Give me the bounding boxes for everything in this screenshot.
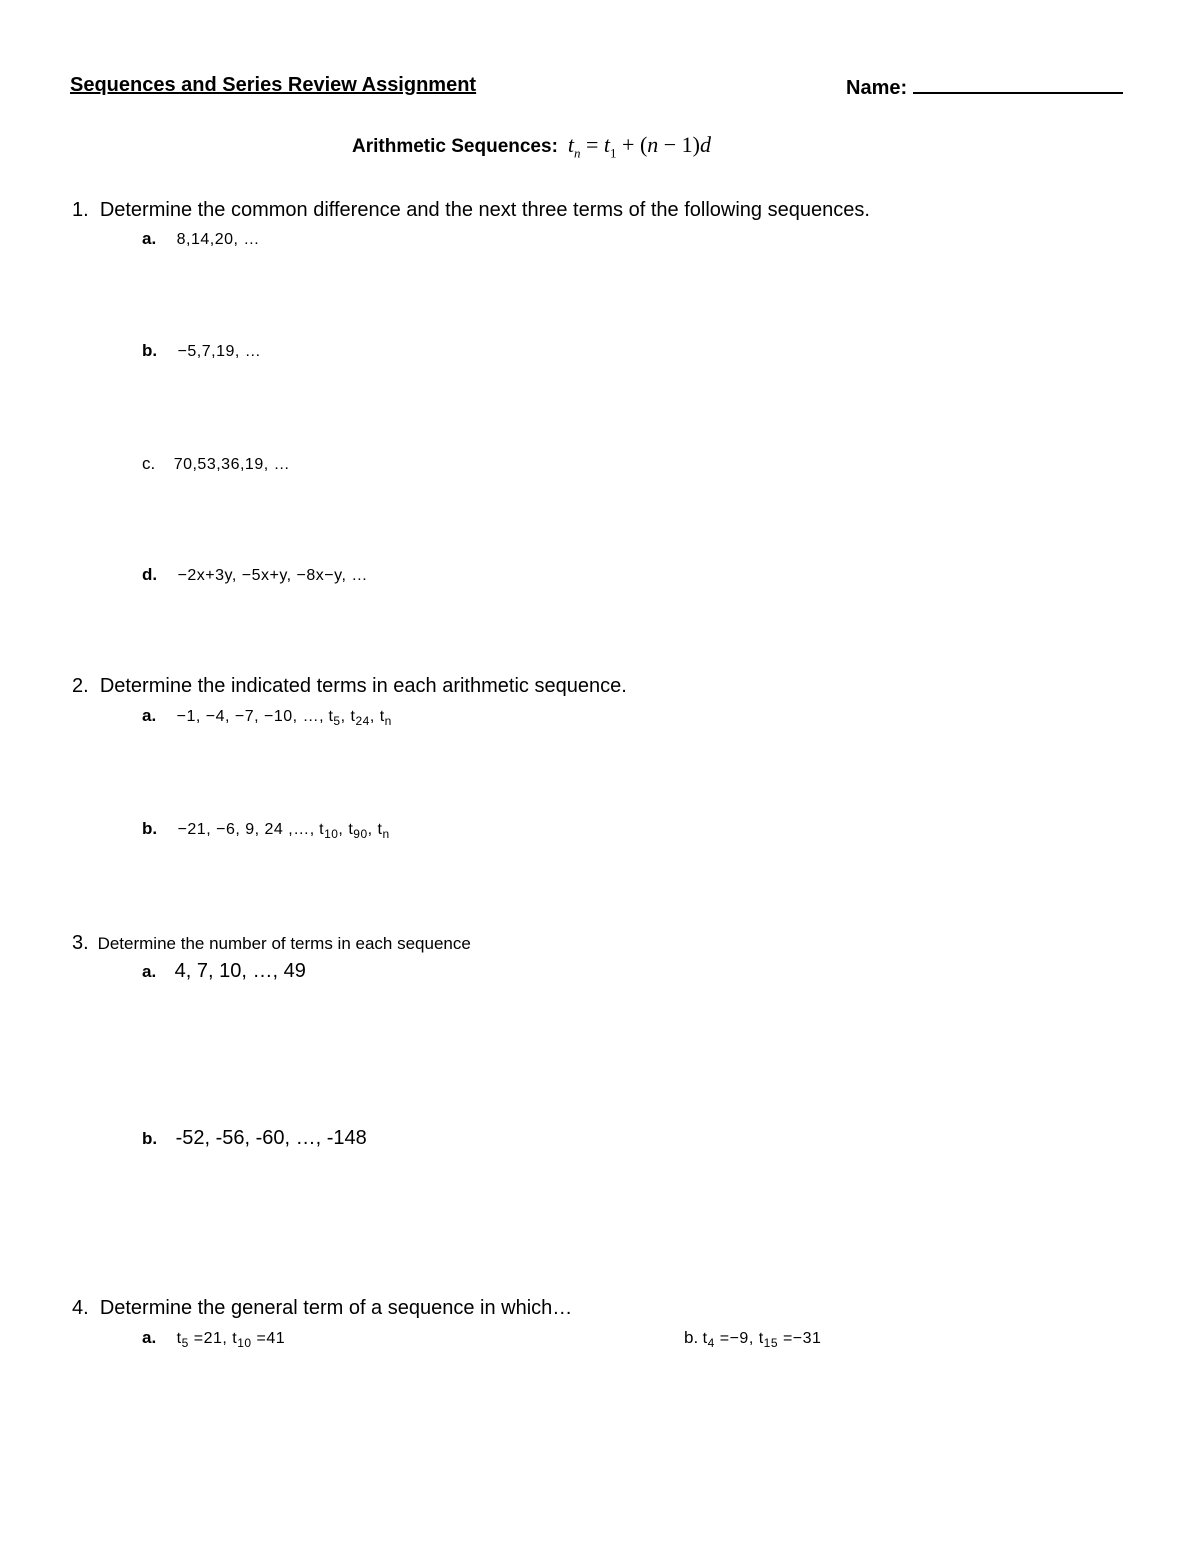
arithmetic-formula — [352, 132, 711, 161]
question-number: 1. — [72, 199, 89, 221]
sequence: 8,14,20, … — [176, 231, 260, 248]
name-blank-line — [913, 74, 1123, 94]
question-text: Determine the indicated terms in each arithmetic sequence. — [99, 675, 627, 697]
page-title: Sequences and Series Review Assignment — [70, 74, 477, 96]
formula-expression: $t_n = t_1 + (n - 1)d$ — [567, 132, 711, 161]
question-2a — [142, 706, 392, 728]
part-letter: d. — [142, 565, 158, 584]
sequence: −2x+3y, −5x+y, −8x−y, … — [177, 567, 368, 584]
question-2 — [72, 675, 627, 698]
question-1b — [142, 341, 261, 361]
given-terms: $t_5 =21$, $t_{10} =41$ — [176, 1330, 286, 1351]
name-label: Name: — [846, 77, 908, 99]
part-letter: b. — [684, 1328, 699, 1347]
indicated-terms: $t_{10}$, $t_{90}$, $t_n$ — [319, 821, 390, 842]
indicated-terms: $t_5$, $t_{24}$, $t_n$ — [328, 708, 392, 729]
sequence: −21, −6, 9, 24 ,…, — [177, 821, 315, 838]
sequence: −5,7,19, … — [177, 343, 262, 360]
question-4a — [142, 1328, 285, 1350]
sequence: −1, −4, −7, −10, …, — [176, 708, 325, 725]
question-4b — [684, 1328, 821, 1350]
question-3b — [142, 1127, 367, 1150]
question-number: 2. — [72, 675, 89, 697]
name-field — [846, 74, 1123, 100]
part-letter: b. — [142, 819, 158, 838]
given-terms: $t_4 =-9$, $t_{15} =-31$ — [702, 1330, 822, 1351]
question-3a — [142, 960, 306, 983]
question-3 — [72, 932, 471, 955]
question-1a — [142, 229, 260, 249]
part-letter: a. — [142, 706, 157, 725]
question-1d — [142, 565, 368, 585]
part-letter: a. — [142, 962, 157, 981]
question-2b — [142, 819, 390, 841]
part-letter: b. — [142, 1129, 158, 1148]
part-letter: b. — [142, 341, 158, 360]
question-number: 3. — [72, 932, 89, 954]
formula-label: Arithmetic Sequences: — [352, 136, 558, 157]
question-4 — [72, 1297, 572, 1320]
sequence: 4, 7, 10, …, 49 — [174, 960, 306, 982]
sequence: 70,53,36,19, … — [173, 456, 291, 473]
part-letter: a. — [142, 229, 157, 248]
question-number: 4. — [72, 1297, 89, 1319]
question-1c — [142, 454, 290, 474]
question-1 — [72, 199, 870, 222]
part-letter: c. — [142, 454, 156, 473]
question-text: Determine the general term of a sequence in which… — [99, 1297, 573, 1319]
sequence: -52, -56, -60, …, -148 — [175, 1127, 367, 1149]
question-text: Determine the number of terms in each sequence — [97, 934, 471, 953]
question-text: Determine the common difference and the next three terms of the following sequences. — [99, 199, 870, 221]
part-letter: a. — [142, 1328, 157, 1347]
